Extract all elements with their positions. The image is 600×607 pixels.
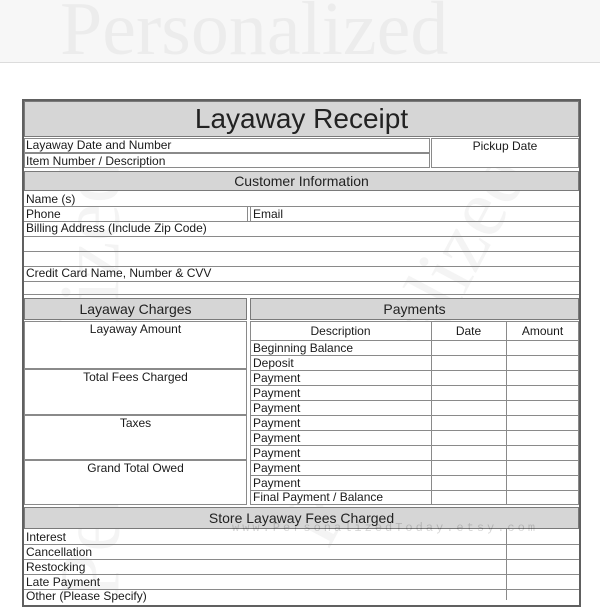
row-divider <box>24 574 579 575</box>
row-divider <box>24 559 579 560</box>
credit-card-label: Credit Card Name, Number & CVV <box>26 266 212 280</box>
watermark-url: www.PersonalizedToday.etsy.com <box>232 521 539 535</box>
fee-row-label: Cancellation <box>26 545 93 559</box>
fee-amount-divider <box>506 529 507 600</box>
payment-row-label: Deposit <box>253 356 294 370</box>
fee-row-label: Interest <box>26 530 67 544</box>
payment-row-label: Payment <box>253 401 301 415</box>
payment-row-label: Beginning Balance <box>253 341 354 355</box>
name-label: Name (s) <box>26 192 76 206</box>
row-divider <box>24 281 579 282</box>
payment-row-label: Payment <box>253 476 301 490</box>
form-title: Layaway Receipt <box>24 101 579 137</box>
payment-row-label: Payment <box>253 416 301 430</box>
charge-label: Total Fees Charged <box>83 370 188 384</box>
row-divider <box>24 236 579 237</box>
phone-email-divider <box>247 206 248 221</box>
column-header-amount: Amount <box>521 324 564 338</box>
payment-row-label: Payment <box>253 431 301 445</box>
charge-label: Taxes <box>119 416 152 430</box>
item-description-label: Item Number / Description <box>26 154 166 168</box>
billing-address-label: Billing Address (Include Zip Code) <box>26 221 207 235</box>
customer-info-heading: Customer Information <box>24 171 579 191</box>
row-divider <box>250 355 579 356</box>
pickup-date-label: Pickup Date <box>472 139 538 153</box>
column-header-description: Description <box>310 324 371 338</box>
payment-row-label: Payment <box>253 461 301 475</box>
date-number-label: Layaway Date and Number <box>26 138 172 152</box>
fee-row-label: Other (Please Specify) <box>26 589 147 603</box>
column-divider <box>431 321 432 505</box>
charge-label: Layaway Amount <box>89 322 182 336</box>
store-fees-heading: Store Layaway Fees Charged <box>24 507 579 529</box>
fee-row-label: Late Payment <box>26 575 101 589</box>
phone-label: Phone <box>26 207 61 221</box>
email-label: Email <box>253 207 284 221</box>
phone-email-divider <box>250 206 251 221</box>
row-divider <box>24 294 579 295</box>
payment-row-label: Payment <box>253 386 301 400</box>
payment-row-label: Final Payment / Balance <box>253 490 384 504</box>
column-header-date: Date <box>455 324 482 338</box>
row-divider <box>24 206 579 207</box>
row-divider <box>24 251 579 252</box>
fee-row-label: Restocking <box>26 560 86 574</box>
row-divider <box>24 544 579 545</box>
payment-row-label: Payment <box>253 371 301 385</box>
column-divider <box>506 321 507 505</box>
charge-label: Grand Total Owed <box>87 461 184 475</box>
payment-row-label: Payment <box>253 446 301 460</box>
payments-heading: Payments <box>250 298 579 320</box>
layaway-charges-heading: Layaway Charges <box>24 298 247 320</box>
